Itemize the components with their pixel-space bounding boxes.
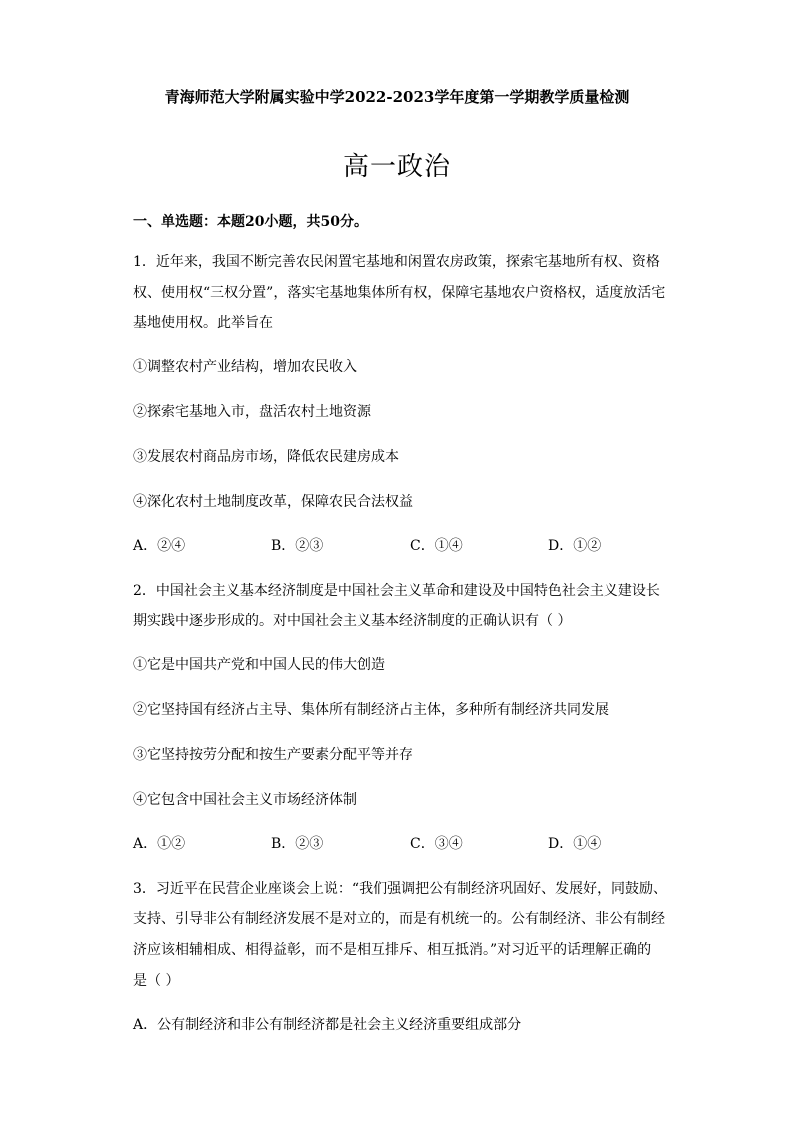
question-1-option-c: C．①④ <box>410 538 463 554</box>
question-2-statement-4: ④它包含中国社会主义市场经济体制 <box>133 792 357 808</box>
question-1-statement-2: ②探索宅基地入市，盘活农村土地资源 <box>133 404 371 420</box>
question-1-statement-1: ①调整农村产业结构，增加农民收入 <box>133 359 357 375</box>
question-2-stem-line-2: 期实践中逐步形成的。对中国社会主义基本经济制度的正确认识有（ ） <box>133 613 572 629</box>
question-2-option-b: B．②③ <box>271 836 324 852</box>
question-3-stem-line-2: 支持、引导非公有制经济发展不是对立的，而是有机统一的。公有制经济、非公有制经 <box>133 911 665 927</box>
question-2-option-c: C．③④ <box>410 836 463 852</box>
question-2-statement-1: ①它是中国共产党和中国人民的伟大创造 <box>133 657 385 673</box>
question-1-stem-line-1: 1．近年来，我国不断完善农民闲置宅基地和闲置农房政策，探索宅基地所有权、资格 <box>133 254 660 270</box>
subject-title: 高一政治 <box>342 152 451 182</box>
school-exam-title: 青海师范大学附属实验中学2022-2023学年度第一学期教学质量检测 <box>164 88 630 106</box>
question-1-option-a: A．②④ <box>133 538 186 554</box>
question-1-statement-4: ④深化农村土地制度改革，保障农民合法权益 <box>133 494 413 510</box>
question-1-stem-line-3: 基地使用权。此举旨在 <box>133 315 273 331</box>
question-1-stem-line-2: 权、使用权“三权分置”，落实宅基地集体所有权，保障宅基地农户资格权，适度放活宅 <box>133 285 666 301</box>
question-1-statement-3: ③发展农村商品房市场，降低农民建房成本 <box>133 449 399 465</box>
question-3-stem-line-4: 是（ ） <box>133 973 180 989</box>
question-2-stem-line-1: 2．中国社会主义基本经济制度是中国社会主义革命和建设及中国特色社会主义建设长 <box>133 583 660 599</box>
section-heading: 一、单选题：本题20小题，共50分。 <box>133 214 368 230</box>
question-2-statement-2: ②它坚持国有经济占主导、集体所有制经济占主体，多种所有制经济共同发展 <box>133 702 609 718</box>
question-1-option-d: D．①② <box>548 538 602 554</box>
question-3-stem-line-1: 3．习近平在民营企业座谈会上说：“我们强调把公有制经济巩固好、发展好，同鼓励、 <box>133 881 668 897</box>
question-2-option-d: D．①④ <box>548 836 602 852</box>
question-2-option-a: A．①② <box>133 836 186 852</box>
question-2-statement-3: ③它坚持按劳分配和按生产要素分配平等并存 <box>133 747 413 763</box>
question-1-option-b: B．②③ <box>271 538 324 554</box>
question-3-option-a: A．公有制经济和非公有制经济都是社会主义经济重要组成部分 <box>133 1017 522 1033</box>
question-3-stem-line-3: 济应该相辅相成、相得益彰，而不是相互排斥、相互抵消。”对习近平的话理解正确的 <box>133 942 652 958</box>
